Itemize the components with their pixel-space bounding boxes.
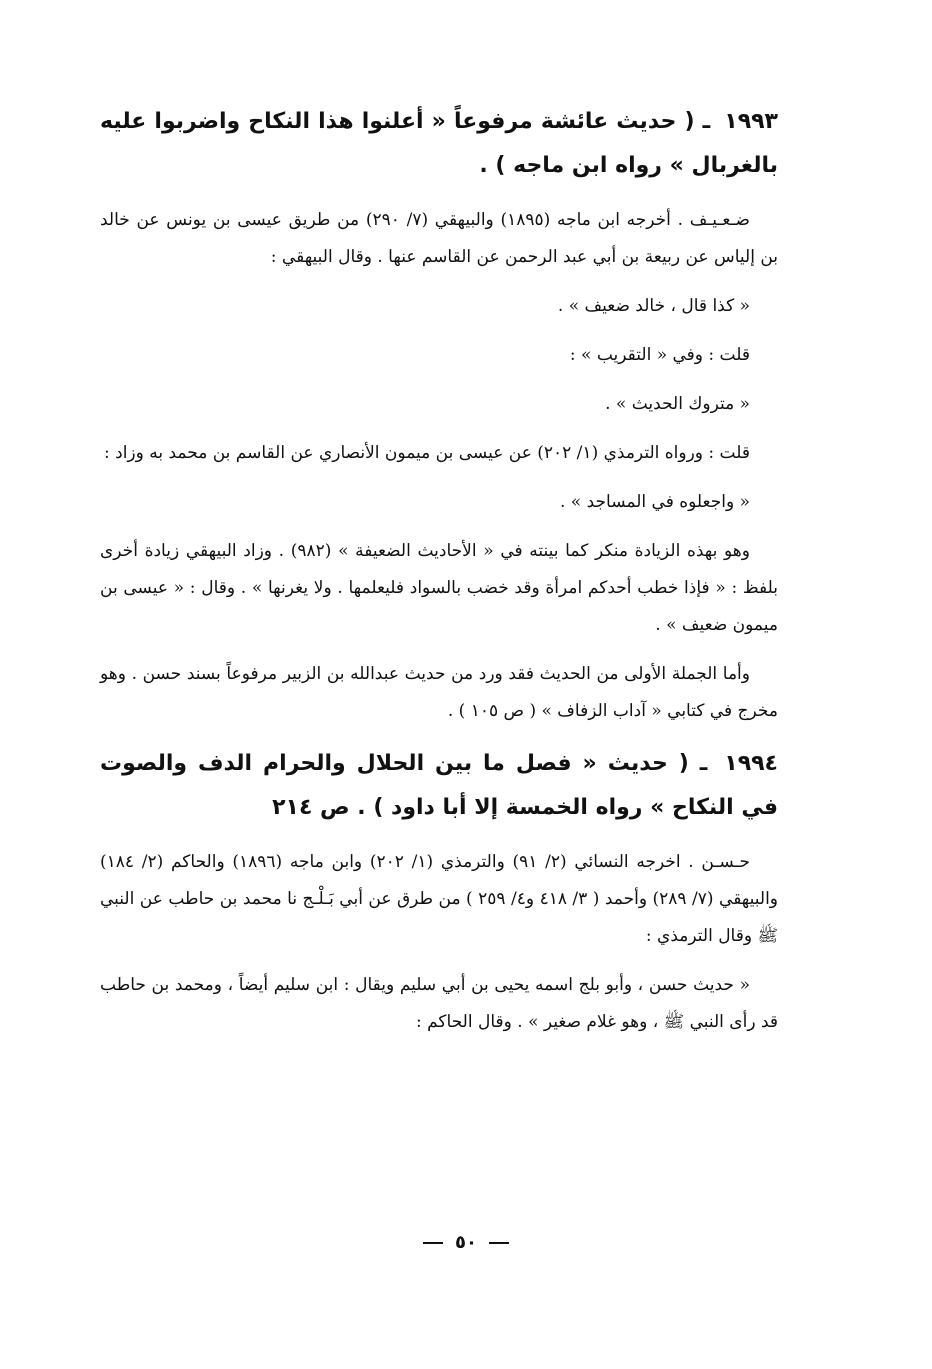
quote-paragraph: « واجعلوه في المساجد » . xyxy=(560,492,750,512)
page-number: ٥٠ xyxy=(455,1232,477,1253)
comment-paragraph: وهو بهذه الزيادة منكر كما بينته في « الأحاديث الضعيفة » (٩٨٢) . وزاد البيهقي زيادة أخرى بلفظ : « فإذا خطب أحدكم امرأة وقد خضب بالسواد فليعلمها . ولا يغرنها » . وقال : « عيسى بن ميمون ضعيف » . xyxy=(100,541,778,635)
page-body xyxy=(100,100,778,1053)
hadith-1993-heading xyxy=(100,100,778,188)
hadith-number: ١٩٩٤ xyxy=(724,751,778,776)
comment-paragraph: قلت : وفي « التقريب » : xyxy=(569,345,750,365)
quote-paragraph: « حديث حسن ، وأبو بلج اسمه يحيى بن أبي سليم ويقال : ابن سليم أيضاً ، ومحمد بن حاطب قد رأى النبي ﷺ ، وهو غلام صغير » . وقال الحاكم : xyxy=(100,975,778,1032)
hadith-text: ـ ( حديث « فصل ما بين الحلال والحرام الدف والصوت في النكاح » رواه الخمسة إلا أبا داود ) . ص ٢١٤ xyxy=(100,751,778,820)
grading-paragraph: حـسـن . اخرجه النسائي (٢/ ٩١) والترمذي (١/ ٢٠٢) وابن ماجه (١٨٩٦) والحاكم (٢/ ١٨٤) والبيهقي (٧/ ٢٨٩) وأحمد ( ٣/ ٤١٨ و٤/ ٢٥٩ ) من طرق عن أبي بَـلْـج نا محمد بن حاطب عن النبي ﷺ وقال الترمذي : xyxy=(100,852,778,946)
grading-paragraph: ضـعـيـف . أخرجه ابن ماجه (١٨٩٥) والبيهقي (٧/ ٢٩٠) من طريق عيسى بن يونس عن خالد بن إلياس عن ربيعة بن أبي عبد الرحمن عن القاسم عنها . وقال البيهقي : xyxy=(100,210,778,267)
hadith-number: ١٩٩٣ xyxy=(724,109,778,134)
quote-paragraph: « متروك الحديث » . xyxy=(605,394,750,414)
comment-paragraph: وأما الجملة الأولى من الحديث فقد ورد من حديث عبدالله بن الزبير مرفوعاً بسند حسن . وهو مخرج في كتابي « آداب الزفاف » ( ص ١٠٥ ) . xyxy=(100,664,778,721)
hadith-text: ـ ( حديث عائشة مرفوعاً « أعلنوا هذا النكاح واضربوا عليه بالغربال » رواه ابن ماجه ) . xyxy=(100,109,778,178)
hadith-1994-heading xyxy=(100,742,778,830)
comment-paragraph: قلت : ورواه الترمذي (١/ ٢٠٢) عن عيسى بن ميمون الأنصاري عن القاسم بن محمد به وزاد : xyxy=(104,443,750,463)
footer-dash xyxy=(423,1242,443,1244)
page-footer xyxy=(0,1232,932,1253)
quote-paragraph: « كذا قال ، خالد ضعيف » . xyxy=(557,296,750,316)
footer-dash xyxy=(489,1242,509,1244)
